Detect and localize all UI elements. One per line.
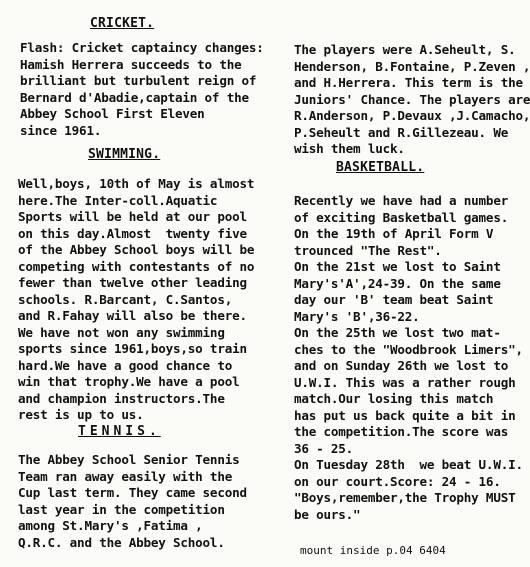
mount-note: mount inside p.04 6404	[300, 544, 446, 557]
swimming-paragraph: Well,boys, 10th of May is almost here.The Inter-coll.Aquatic Sports will be held at our pool on this day.Almost twenty five of the Abbey School boys will be competing with contestants of no fewer than twelve other leading schools. R.Barcant, C.Santos, and R.Fahay will also be there. We have not won any swimming sports since 1961,boys,so train hard.We have a good chance to win that trophy.We have a pool and champion instructors.The rest is up to us.	[18, 176, 255, 422]
basketball-paragraph: Recently we have had a number of exciting Basketball games. On the 19th of April Form V trounced "The Rest". On the 21st we lost to Saint Mary's'A',24-39. On the same day our 'B' team beat Saint Mary's 'B',36-22. On the 25th we lost two mat- ches to the "Woodbrook Limers", and on Sunday 26th we lost to U.W.I. This was a rather rough match.Our losing this match has put us back quite a bit in the competition.The score was 36 - 25. On Tuesday 28th we beat U.W.I. on our court.Score: 24 - 16. "Boys,remember,the Trophy MUST be ours."	[294, 193, 523, 522]
cricket-heading: CRICKET.	[90, 16, 155, 31]
tennis-paragraph: The Abbey School Senior Tennis Team ran away easily with the Cup last term. They came second last year in the competition among St.Mary's ,Fatima , Q.R.C. and the Abbey School.	[18, 452, 247, 550]
swimming-heading: SWIMMING.	[88, 147, 161, 162]
cricket-paragraph: Flash: Cricket captaincy changes: Hamish Herrera succeeds to the brilliant but turbulent reign of Bernard d'Abadie,captain of the Abbey School First Eleven since 1961.	[20, 40, 264, 138]
basketball-heading: BASKETBALL.	[336, 160, 425, 175]
cricket-continued-paragraph: The players were A.Seheult, S. Henderson, B.Fontaine, P.Zeven , and H.Herrera. This term is the Juniors' Chance. The players are R.Anderson, P.Devaux ,J.Camacho, P.Seheult and R.Gillezeau. We wish them luck.	[294, 42, 530, 156]
tennis-heading: TENNIS.	[78, 424, 161, 439]
